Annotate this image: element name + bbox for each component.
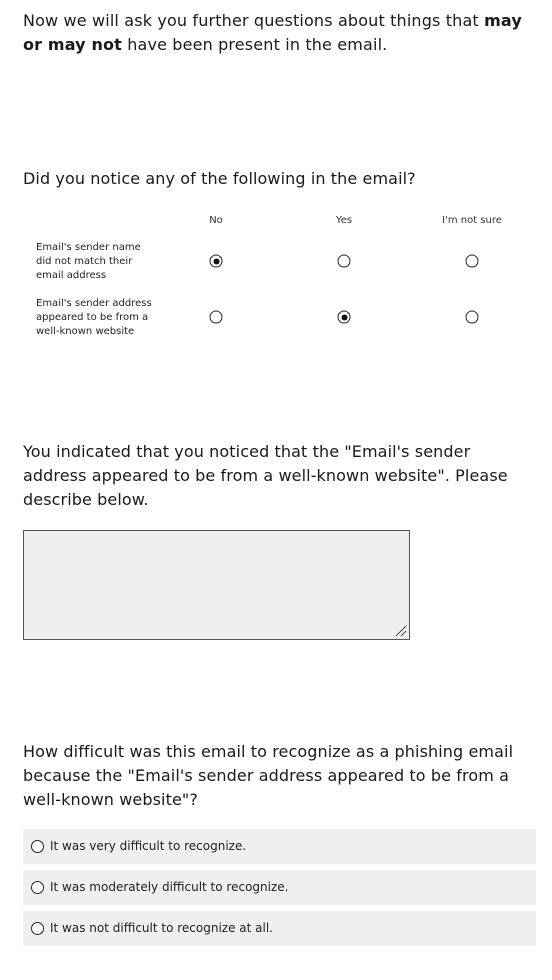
difficulty-option-label: It was moderately difficult to recognize.	[50, 880, 289, 894]
intro-text-bold: may or may not	[23, 11, 522, 54]
radio-sender-name-no[interactable]	[210, 255, 223, 268]
radio-sender-name-not-sure[interactable]	[466, 255, 479, 268]
intro-text-before: Now we will ask you further questions about things that	[23, 11, 485, 30]
radio-difficulty-not[interactable]	[31, 922, 44, 935]
radio-sender-name-yes[interactable]	[338, 255, 351, 268]
column-header-not-sure: I'm not sure	[442, 215, 502, 226]
question-notice-title: Did you notice any of the following in the email?	[23, 169, 416, 188]
radio-difficulty-very[interactable]	[31, 840, 44, 853]
difficulty-option-moderately[interactable]	[23, 870, 536, 905]
radio-sender-address-no[interactable]	[210, 311, 223, 324]
question-difficulty-title: How difficult was this email to recognize as a phishing email because the "Email's sender address appeared to be from a well-known website"?	[23, 742, 514, 809]
resize-grip-icon[interactable]	[395, 625, 407, 637]
difficulty-option-label: It was not difficult to recognize at all.	[50, 921, 273, 935]
difficulty-option-label: It was very difficult to recognize.	[50, 839, 247, 853]
column-header-yes: Yes	[335, 215, 353, 226]
intro-text	[23, 9, 528, 57]
difficulty-option-very[interactable]	[23, 829, 536, 864]
matrix-row-label-sender-name: Email's sender name did not match their email address	[36, 242, 141, 281]
radio-difficulty-moderately[interactable]	[31, 881, 44, 894]
column-header-no: No	[209, 215, 223, 226]
difficulty-option-not[interactable]	[23, 911, 536, 946]
describe-textarea[interactable]	[23, 530, 410, 640]
intro-text-after: have been present in the email.	[121, 35, 388, 54]
question-describe-title: You indicated that you noticed that the "Email's sender address appeared to be from a well-known website". Please describe below.	[23, 442, 508, 509]
radio-sender-address-not-sure[interactable]	[466, 311, 479, 324]
matrix-row-label-sender-address: Email's sender address appeared to be from a well-known website	[36, 298, 152, 337]
radio-sender-address-yes[interactable]	[338, 311, 351, 324]
